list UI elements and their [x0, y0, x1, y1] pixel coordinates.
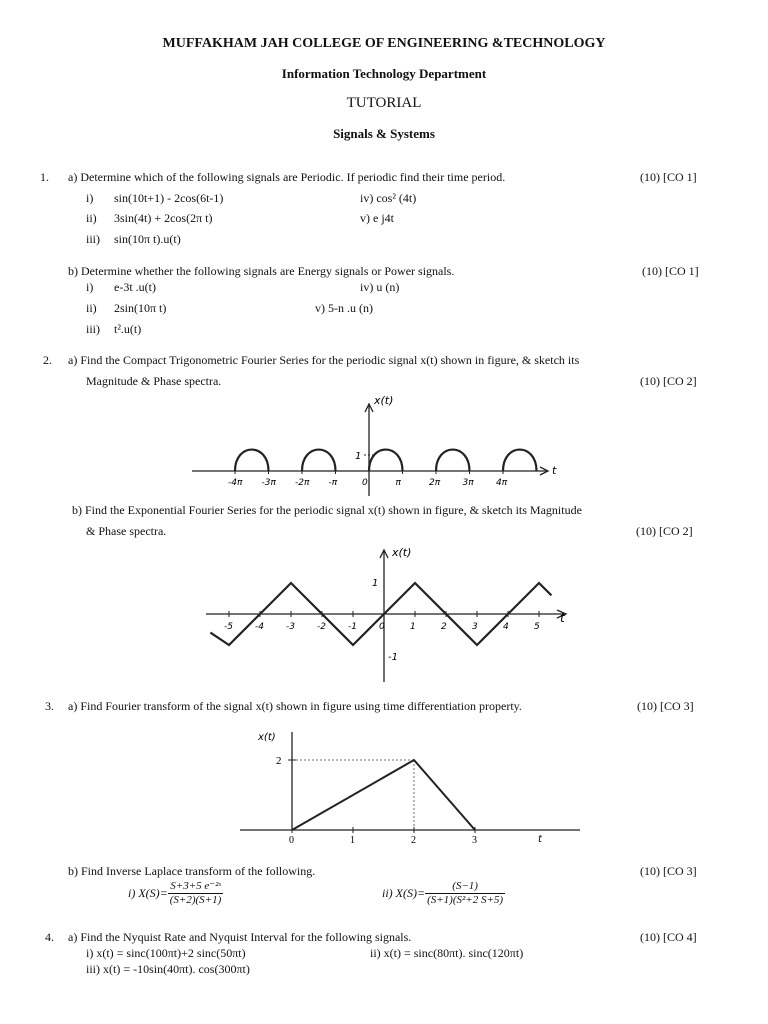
- q4a-iii: iii) x(t) = -10sin(40πt). cos(300πt): [86, 962, 250, 976]
- q4-number: 4.: [45, 930, 54, 944]
- q3b-eq2-label: ii) X(S)=: [382, 886, 426, 900]
- q1a-i-label: i): [86, 191, 94, 205]
- q3b-text: b) Find Inverse Laplace transform of the following.: [68, 864, 316, 878]
- q4a-i: i) x(t) = sinc(100πt)+2 sinc(50πt): [86, 946, 246, 960]
- fig2-tick-label: 2: [441, 622, 447, 632]
- q1b-i-label: i): [86, 280, 94, 294]
- college-name: MUFFAKHAM JAH COLLEGE OF ENGINEERING &TECHNOLOGY: [162, 36, 606, 51]
- q2-number: 2.: [43, 353, 52, 367]
- fig2-tick-label: 0: [379, 622, 385, 632]
- q3b-eq2-frac: [425, 880, 505, 907]
- fig2-tick-label: 3: [472, 622, 478, 632]
- fig1-tick-label: 4π: [496, 478, 508, 488]
- q2b-text-2: & Phase spectra.: [86, 524, 167, 538]
- q3b-eq2-num: (S−1): [425, 880, 505, 894]
- q1b-iii-label: iii): [86, 322, 100, 336]
- fig1-one: 1: [355, 451, 362, 462]
- fig3-tick-label: 2: [411, 835, 416, 846]
- fig2-t-label: t: [560, 611, 565, 625]
- q1b-ii-label: ii): [86, 301, 97, 315]
- q1b-text: b) Determine whether the following signals are Energy signals or Power signals.: [68, 264, 455, 278]
- q3b-eq1: [128, 880, 223, 907]
- q4a-ii: ii) x(t) = sinc(80πt). sinc(120πt): [370, 946, 524, 960]
- fig1-tick-label: 2π: [429, 478, 441, 488]
- fig1-tick-label: -2π: [295, 478, 310, 488]
- fig2-tick-label: -2: [317, 622, 326, 632]
- subject-title: Signals & Systems: [333, 126, 435, 141]
- q3b-eq2-den: (S+1)(S²+2 S+5): [427, 894, 504, 906]
- fig1-tick-label: π: [395, 478, 401, 488]
- q3a-text: a) Find Fourier transform of the signal x(t) shown in figure using time differentiation property.: [68, 699, 522, 713]
- fig3-tick-label: 1: [350, 835, 355, 846]
- q1a-ii: 3sin(4t) + 2cos(2π t): [114, 211, 213, 225]
- document-title: TUTORIAL: [346, 95, 422, 111]
- q1a-text: a) Determine which of the following signals are Periodic. If periodic find their time period.: [68, 170, 506, 184]
- fig2-neg-one: -1: [388, 652, 398, 663]
- fig2-tick-label: 4: [503, 622, 509, 632]
- q1a-marks: (10) [CO 1]: [640, 170, 697, 184]
- q1a-iii: sin(10π t).u(t): [114, 232, 181, 246]
- q1b-iv: iv) u (n): [360, 280, 400, 294]
- fig1-tick-label: 0: [362, 478, 368, 488]
- q4a-text: a) Find the Nyquist Rate and Nyquist Interval for the following signals.: [68, 930, 412, 944]
- fig1-tick-label: -π: [328, 478, 338, 488]
- q2b-marks: (10) [CO 2]: [636, 524, 693, 538]
- fig2-ylabel: x(t): [392, 546, 412, 559]
- q2a-marks: (10) [CO 2]: [640, 374, 697, 388]
- q3a-marks: (10) [CO 3]: [637, 699, 694, 713]
- fig2-one: 1: [372, 578, 379, 589]
- fig3-y2: 2: [276, 755, 282, 767]
- q3-number: 3.: [45, 699, 54, 713]
- q1a-v: v) e j4t: [360, 211, 394, 225]
- q1a-ii-label: ii): [86, 211, 97, 225]
- q1a-iii-label: iii): [86, 232, 100, 246]
- fig1-tick-label: -3π: [261, 478, 276, 488]
- q1b-marks: (10) [CO 1]: [642, 264, 699, 278]
- q3b-eq1-label: i) X(S)=: [128, 886, 168, 900]
- figure-triangle-wave: [204, 544, 574, 684]
- q4a-marks: (10) [CO 4]: [640, 930, 697, 944]
- q1a-iv: iv) cos² (4t): [360, 191, 417, 205]
- fig1-tick-label: 3π: [462, 478, 474, 488]
- q2a-text: a) Find the Compact Trigonometric Fourier Series for the periodic signal x(t) shown in figure, & sketch its: [68, 353, 580, 367]
- figure-triangle-pulse: [236, 724, 582, 846]
- q1-number: 1.: [40, 170, 49, 184]
- fig2-tick-label: -5: [224, 622, 233, 632]
- q1b-iii: t².u(t): [114, 322, 142, 336]
- q2b-text: b) Find the Exponential Fourier Series for the periodic signal x(t) shown in figure, & sketch its Magnitude: [72, 503, 582, 517]
- department-name: Information Technology Department: [281, 66, 487, 81]
- fig3-t-label: t: [538, 834, 542, 845]
- q3b-marks: (10) [CO 3]: [640, 864, 697, 878]
- q3b-eq1-num: S+3+5 e⁻²ˢ: [168, 880, 224, 894]
- fig1-t-label: t: [552, 464, 557, 477]
- fig3-ylabel: x(t): [258, 732, 276, 743]
- q3b-eq2: [382, 880, 505, 907]
- q3b-eq1-den: (S+2)(S+1): [169, 894, 222, 906]
- fig3-tick-label: 0: [289, 835, 294, 846]
- fig1-ylabel: x(t): [374, 394, 394, 407]
- q1b-ii: 2sin(10π t): [114, 301, 167, 315]
- fig2-tick-label: 1: [410, 622, 416, 632]
- q1b-v: v) 5-n .u (n): [315, 301, 373, 315]
- fig2-tick-label: 5: [534, 622, 540, 632]
- fig2-tick-label: -3: [286, 622, 295, 632]
- fig3-tick-label: 3: [472, 835, 477, 846]
- figure-rectified-sine: [190, 392, 560, 498]
- q2a-text-2: Magnitude & Phase spectra.: [86, 374, 222, 388]
- fig2-tick-label: -4: [255, 622, 264, 632]
- q1b-i: e-3t .u(t): [114, 280, 156, 294]
- q1a-i: sin(10t+1) - 2cos(6t-1): [114, 191, 224, 205]
- q3b-eq1-frac: [168, 880, 224, 907]
- fig2-tick-label: -1: [348, 622, 357, 632]
- fig1-tick-label: -4π: [228, 478, 243, 488]
